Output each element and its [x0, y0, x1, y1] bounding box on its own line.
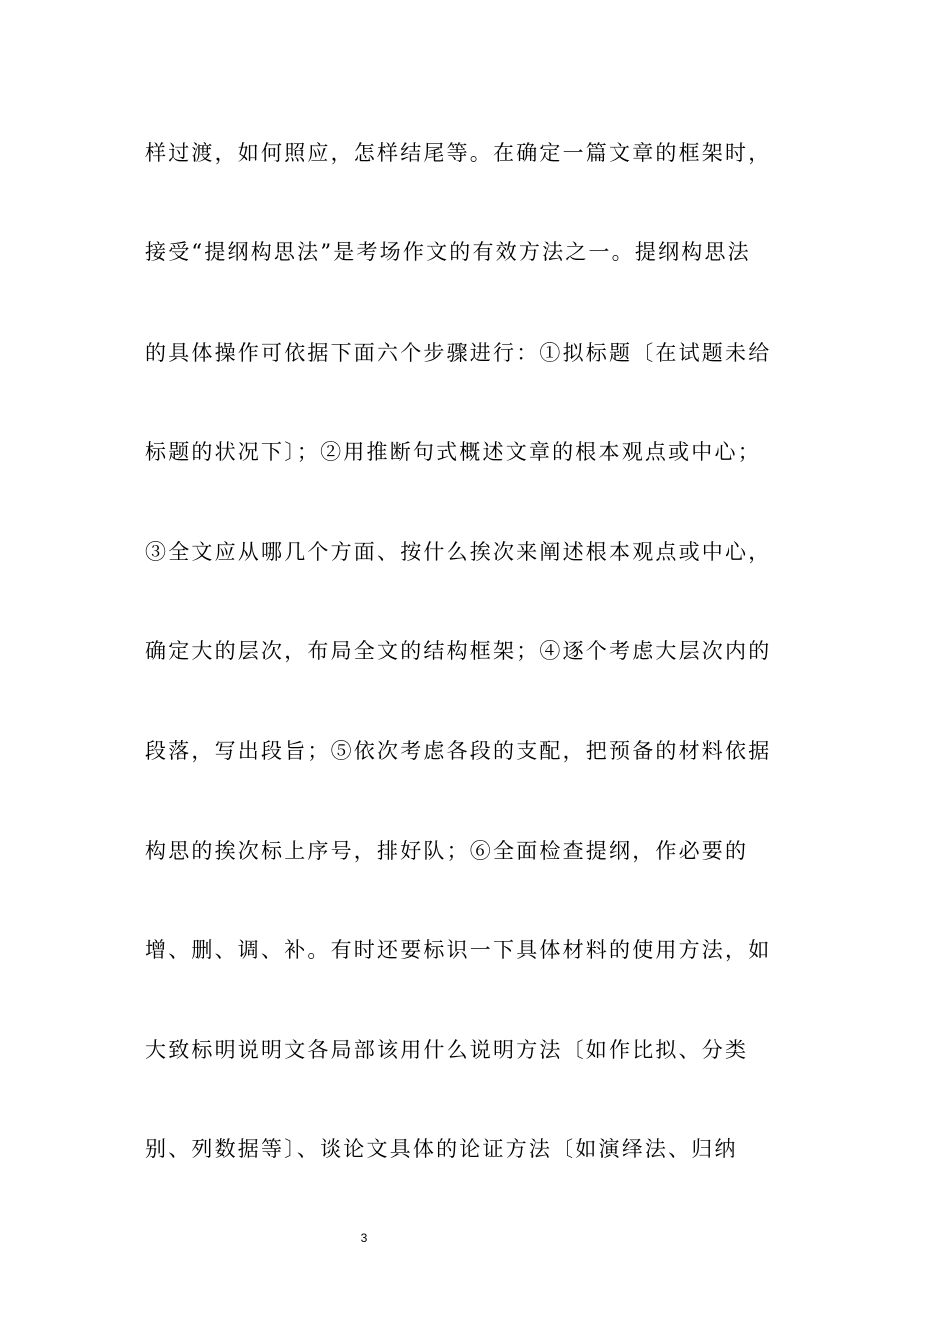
text-line: 构思的挨次标上序号，排好队；⑥全面检查提纲，作必要的 — [145, 839, 749, 863]
text-line: 别、列数据等〕、谈论文具体的论证方法〔如演绎法、归纳 — [145, 1137, 738, 1161]
text-line: 增、删、调、补。有时还要标识一下具体材料的使用方法，如 — [145, 938, 772, 962]
text-line: 段落，写出段旨；⑤依次考虑各段的支配，把预备的材料依据 — [145, 739, 772, 763]
text-line: 标题的状况下〕；②用推断句式概述文章的根本观点或中心； — [145, 440, 761, 464]
text-line: ③全文应从哪几个方面、按什么挨次来阐述根本观点或中心， — [145, 540, 772, 564]
page-number: 3 — [360, 1231, 368, 1245]
text-line: 接受“提纲构思法”是考场作文的有效方法之一。提纲构思法 — [145, 240, 751, 264]
text-line: 大致标明说明文各局部该用什么说明方法〔如作比拟、分类 — [145, 1038, 749, 1062]
text-line: 样过渡，如何照应，怎样结尾等。在确定一篇文章的框架时， — [145, 141, 772, 165]
text-line: 确定大的层次，布局全文的结构框架；④逐个考虑大层次内的 — [145, 639, 772, 663]
text-line: 的具体操作可依据下面六个步骤进行：①拟标题〔在试题未给 — [145, 341, 772, 365]
